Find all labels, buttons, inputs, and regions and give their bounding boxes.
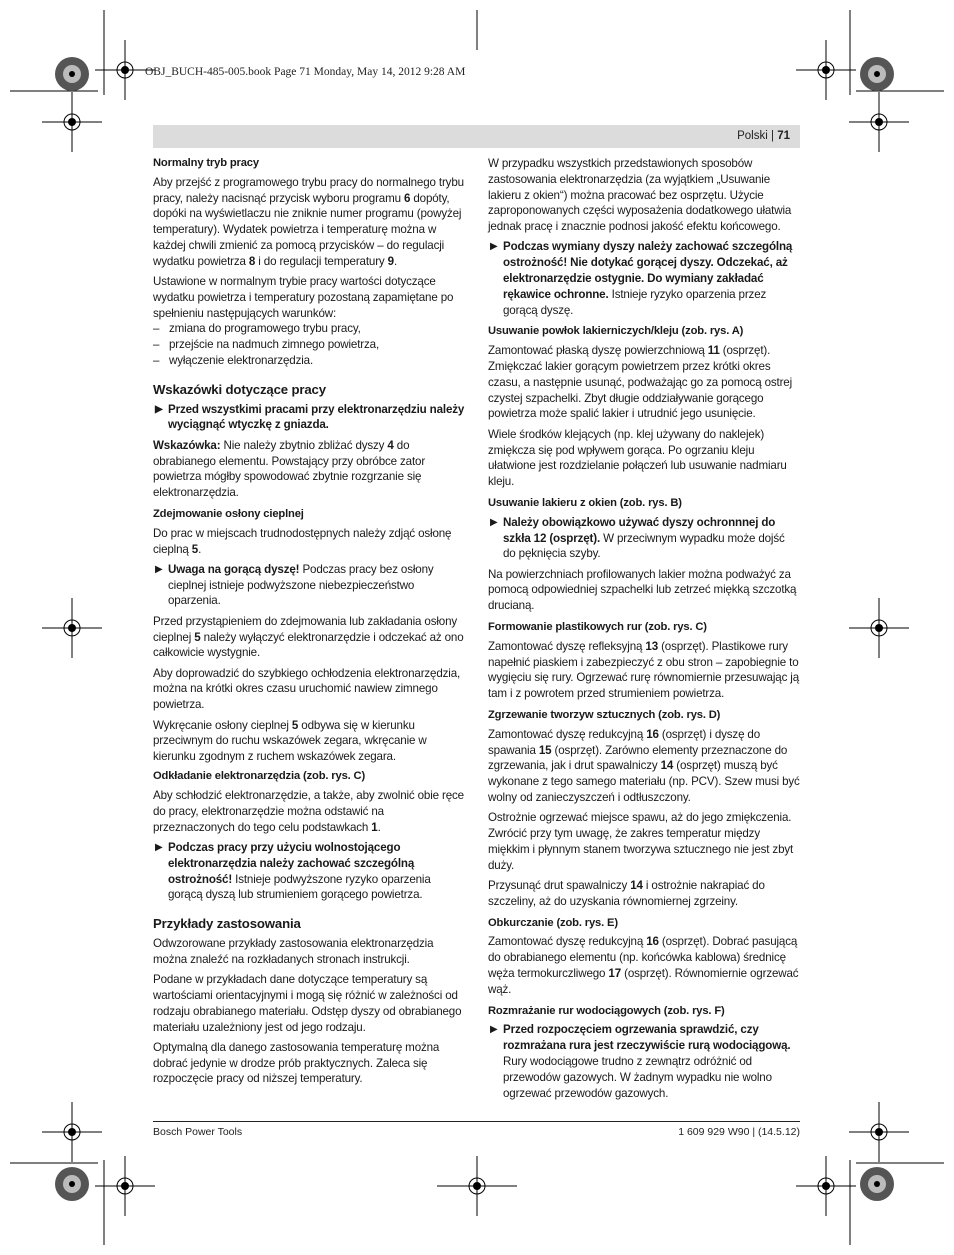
heading-heat-shield: Zdejmowanie osłony cieplnej [153,507,304,520]
footer-brand: Bosch Power Tools [153,1126,243,1138]
heading-pipe-forming: Formowanie plastikowych rur (zob. rys. C) [488,621,707,634]
paragraph: Do prac w miejscach trudnodostępnych należy zdjąć osłonę cieplną 5. [153,526,452,556]
warning-triangle-icon: ▶ [155,842,163,854]
paragraph: Zamontować dyszę redukcyjną 16 (osprzęt) i dyszę do spawania 15 (osprzęt). Zarówno elementy przeznaczone do zgrzewania, jak i drut spawalniczy 14 (osprzęt) muszą być wykonane z tego samego materiału (np. PCV). Szew musi być wolny od zanieczyszczeń i odtłuszczony. [488,727,800,804]
list-item: – zmiana do programowego trybu pracy, [153,322,361,336]
heading-setting-down: Odkładanie elektronarzędzia (zob. rys. C) [153,770,366,783]
footer-divider [153,1121,800,1122]
warning-item: ▶ Podczas wymiany dyszy należy zachować szczególną ostrożność! Nie dotykać gorącej dyszy. Odczekać, aż elektronarzędzie ostygnie. Do wymiany zakładać rękawice ochronne. Istnieje ryzyko oparzenia przez gorącą dyszę. [490,240,793,317]
warning-item: ▶ Uwaga na gorącą dyszę! Podczas pracy bez osłony cieplnej istnieje podwyższone niebezpieczeństwo oparzenia. [155,562,434,608]
right-column [488,156,800,1106]
warning-triangle-icon: ▶ [155,563,163,575]
paragraph: Aby przejść z programowego trybu pracy do normalnego trybu pracy, należy nacisnąć przycisk wyboru programu 6 dopóty, dopóki na wyświetlaczu nie zniknie numer programu (powyżej temperatury). Wydatek powietrza i temperaturę można w każdej chwili zmienić za pomocą przycisków – do regulacji wydatku powietrza 8 i do regulacji temperatury 9. [153,175,464,268]
header-language: Polski [737,130,768,142]
left-column [153,156,465,1092]
paragraph: Optymalną dla danego zastosowania temperaturę można dobrać jedynie w drodze prób praktycznych. Zaleca się rozpoczęcie pracy od niższej temperatury. [153,1040,440,1086]
heading-paint-removal: Usuwanie powłok lakierniczych/kleju (zob. rys. A) [488,325,744,338]
warning-item: ▶ Podczas pracy przy użyciu wolnostojącego elektronarzędzia należy zachować szczególną ostrożność! Istnieje podwyższone ryzyko oparzenia gorącą dyszą lub strumieniem gorącego powietrza. [155,841,431,902]
slug-line: OBJ_BUCH-485-005.book Page 71 Monday, May 14, 2012 9:28 AM [145,66,466,78]
page-header [153,125,800,148]
heading-plastic-welding: Zgrzewanie tworzyw sztucznych (zob. rys. D) [488,709,721,721]
warning-item: ▶ Przed rozpoczęciem ogrzewania sprawdzić, czy rozmrażana rura jest rzeczywiście rurą wodociągową. Rury wodociągowe trudno z zewnątrz odróżnić od przewodów gazowych. W żadnym wypadku nie wolno ogrzewać przewodów gazowych. [490,1023,791,1100]
header-separator: | [771,130,774,142]
paragraph: W przypadku wszystkich przedstawionych sposobów zastosowania elektronarzędzia (za wyjątkiem „Usuwanie lakieru z okien“) można pracować bez osprzętu. Użycie zaproponowanych części wyposażenia dodatkowego ułatwia jednak pracę i znacznie podnosi jakość efektu końcowego. [488,157,792,234]
warning-triangle-icon: ▶ [490,241,498,253]
paragraph: Aby doprowadzić do szybkiego ochłodzenia elektronarzędzia, można na krótki okres czasu uruchomić nawiew zimnego powietrza. [153,666,461,712]
dash-bullet: – [153,322,160,336]
paragraph: Zamontować dyszę refleksyjną 13 (osprzęt). Plastikowe rury napełnić piaskiem i zabezpieczyć z obu stron – zapobiegnie to wygięciu się rury. Ogrzewać rurę równomiernie przesuwając ją tam i z powrotem przed strumieniem powietrza. [488,639,800,701]
heading-normal-mode: Normalny tryb pracy [153,157,259,169]
heading-pipe-thawing: Rozmrażanie rur wodociągowych (zob. rys. F) [488,1004,725,1017]
paragraph: Aby schłodzić elektronarzędzie, a także, aby zwolnić obie ręce do pracy, elektronarzędzie można odstawić na przeznaczonych do tego celu podstawkach 1. [153,789,464,834]
heading-work-tips: Wskazówki dotyczące pracy [153,381,326,397]
warning-triangle-icon: ▶ [155,403,163,415]
paragraph: Podane w przykładach dane dotyczące temperatury są wartościami orientacyjnymi i mogą się różnić w zależności od rodzaju obrabianego materiału. Odstęp dyszy od obrabianego materiału uzależniony jest od jego rodzaju. [153,973,462,1034]
paragraph: Ustawione w normalnym trybie pracy wartości dotyczące wydatku powietrza i temperatury pozostaną zapamiętane po spełnieniu następujących warunków: [153,275,454,320]
dash-bullet: – [153,354,160,368]
paragraph: Zamontować dyszę redukcyjną 16 (osprzęt). Dobrać pasującą do obrabianego elementu (np. końcówka kablowa) średnicę węża termokurczliwego 17 (osprzęt). Równomiernie ogrzewać wąż. [488,935,799,996]
paragraph: Wiele środków klejących (np. klej używany do naklejek) zmiękcza się pod wpływem gorąca. Po ogrzaniu kleju ułatwione jest rozdzielanie połączeń lub usuwanie nadmiaru kleju. [488,427,787,489]
list-item: – przejście na nadmuch zimnego powietrza, [153,338,380,352]
paragraph: Przed przystąpieniem do zdejmowania lub zakładania osłony cieplnej 5 należy wyłączyć elektronarzędzie i odczekać aż ono całkowicie wystygnie. [153,614,464,660]
header-text [737,130,790,142]
list-item: – wyłączenie elektronarzędzia. [153,354,314,368]
paragraph: Odwzorowane przykłady zastosowania elektronarzędzia można znaleźć na rozkładanych stronach instrukcji. [153,937,434,966]
warning-triangle-icon: ▶ [490,1024,498,1036]
warning-item: ▶ Przed wszystkimi pracami przy elektronarzędziu należy wyciągnąć wtyczkę z gniazda. [155,402,465,432]
paragraph: Zamontować płaską dyszę powierzchniową 11 (osprzęt). Zmiękczać lakier gorącym powietrzem przez krótki okres czasu, a następnie usunąć, podważając go za pomocą ostrej czystej szpachelki. Zbyt długie oddziaływanie gorącego powietrza może spalić lakier i utrudnić jego usunięcie. [488,344,793,421]
paragraph: Ostrożnie ogrzewać miejsce spawu, aż do jego zmiękczenia. Zwrócić przy tym uwagę, że zakres temperatur między miękkim i płynnym stanem tworzywa sztucznego nie jest zbyt duży. [488,811,794,872]
paragraph: Na powierzchniach profilowanych lakier można podważyć za pomocą odpowiedniej szpachelki lub zetrzeć miękką szczotką drucianą. [488,567,797,613]
heading-window-paint: Usuwanie lakieru z okien (zob. rys. B) [488,496,682,509]
warning-triangle-icon: ▶ [490,516,498,528]
note-paragraph: Wskazówka: Nie należy zbytnio zbliżać dyszy 4 do obrabianego elementu. Powstający przy obróbce zator powietrza mógłby spowodować zbytnie rozgrzanie się elektronarzędzia. [153,438,426,500]
footer-doc-number: 1 609 929 W90 | (14.5.12) [678,1126,800,1138]
paragraph: Przysunąć drut spawalniczy 14 i ostrożnie nakrapiać do szczeliny, aż do uzyskania równomiernej zgrzeiny. [488,878,765,908]
paragraph: Wykręcanie osłony cieplnej 5 odbywa się w kierunku przeciwnym do ruchu wskazówek zegara, wkręcanie w kierunku zgodnym z ruchem wskazówek zegara. [153,718,427,764]
warning-item: ▶ Należy obowiązkowo używać dyszy ochronnnej do szkła 12 (osprzęt). W przeciwnym wypadku może dojść do pęknięcia szyby. [490,515,785,561]
page-number: 71 [777,130,790,142]
heading-examples: Przykłady zastosowania [153,916,301,932]
heading-shrinking: Obkurczanie (zob. rys. E) [488,916,618,929]
dash-bullet: – [153,338,160,352]
